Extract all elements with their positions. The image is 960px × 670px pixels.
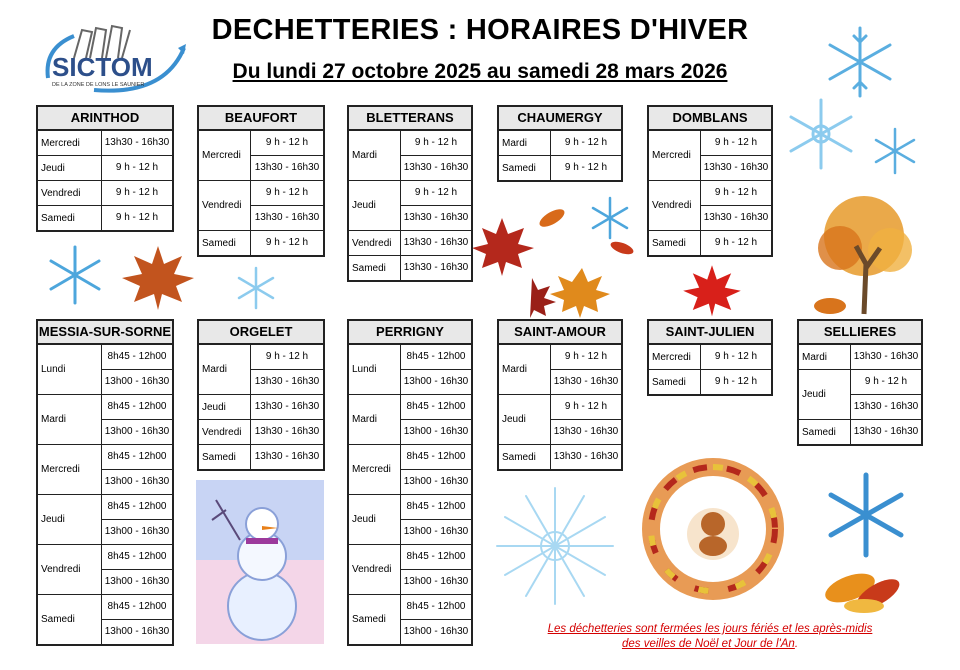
day-label: Mercredi [199,131,251,180]
time-slot: 13h00 - 16h30 [104,426,170,437]
day-label: Jeudi [199,395,251,419]
day-label: Vendredi [38,181,102,205]
day-label: Mardi [499,345,551,394]
table-row [38,545,172,595]
time-slot: 8h45 - 12h00 [401,545,471,570]
day-label: Mercredi [38,131,102,155]
day-label: Samedi [38,595,102,644]
time-slot: 8h45 - 12h00 [401,595,471,620]
day-label: Samedi [199,231,251,255]
day-label: Samedi [499,156,551,180]
time-slot: 13h00 - 16h30 [403,376,469,387]
day-label: Lundi [38,345,102,394]
time-slot: 8h45 - 12h00 [401,495,471,520]
time-slot: 9 h - 12 h [115,162,159,173]
table-row [349,345,471,395]
table-row [349,495,471,545]
day-label: Jeudi [799,370,851,419]
centre-name: ORGELET [199,321,323,345]
time-slot: 9 h - 12 h [251,131,323,156]
table-row [38,181,172,206]
day-label: Mardi [199,345,251,394]
logo-text: SICTOM [52,52,153,82]
centre-name: SELLIERES [799,321,921,345]
table-row [349,595,471,644]
day-label: Mercredi [649,345,701,369]
table-row [349,545,471,595]
time-slot: 13h00 - 16h30 [403,626,469,637]
autumn-leaves-decoration [820,560,906,621]
centre-name: MESSIA-SUR-SORNE [38,321,172,345]
time-slot: 13h00 - 16h30 [104,626,170,637]
time-slot: 13h30 - 16h30 [403,162,469,173]
autumn-leaves-decoration [472,178,672,323]
schedule-table-bletterans [347,105,473,282]
time-slot: 9 h - 12 h [701,131,771,156]
centre-name: BEAUFORT [199,107,323,131]
time-slot: 13h30 - 16h30 [553,426,619,437]
table-row [349,395,471,445]
centre-name: DOMBLANS [649,107,771,131]
table-row [349,445,471,495]
time-slot: 13h00 - 16h30 [403,526,469,537]
time-slot: 9 h - 12 h [551,395,621,420]
closure-note-line-2: des veilles de Noël et Jour de l'An [621,638,795,650]
table-row [499,131,621,156]
snowflake-icon [778,96,864,177]
time-slot: 8h45 - 12h00 [401,395,471,420]
maple-leaf-icon [118,242,198,317]
centre-name: CHAUMERGY [499,107,621,131]
table-row [199,231,323,255]
table-row [799,420,921,444]
schedule-table-sellieres [797,319,923,446]
time-slot: 13h30 - 16h30 [403,262,469,273]
centre-name: ARINTHOD [38,107,172,131]
table-row [349,181,471,231]
day-label: Mardi [349,395,401,444]
day-label: Jeudi [349,495,401,544]
time-slot: 8h45 - 12h00 [401,345,471,370]
table-row [199,345,323,395]
table-row [199,420,323,445]
time-slot: 9 h - 12 h [564,137,608,148]
time-slot: 13h00 - 16h30 [104,376,170,387]
table-row [649,345,771,370]
time-slot: 13h00 - 16h30 [403,426,469,437]
day-label: Jeudi [499,395,551,444]
time-slot: 9 h - 12 h [265,237,309,248]
table-row [649,131,771,181]
table-row [649,370,771,394]
page-subtitle: Du lundi 27 octobre 2025 au samedi 28 mars 2026 [232,60,728,83]
closure-note-line-1: Les déchetteries sont fermées les jours fériés et les après-midis [547,623,873,635]
time-slot: 13h00 - 16h30 [104,476,170,487]
time-slot: 8h45 - 12h00 [102,445,172,470]
snowflake-icon [868,126,922,181]
schedule-table-orgelet [197,319,325,471]
time-slot: 9 h - 12 h [701,181,771,206]
time-slot: 13h30 - 16h30 [703,162,769,173]
day-label: Samedi [349,595,401,644]
time-slot: 13h30 - 16h30 [104,137,170,148]
time-slot: 13h30 - 16h30 [254,212,320,223]
table-row [499,445,621,469]
time-slot: 8h45 - 12h00 [401,445,471,470]
centre-name: PERRIGNY [349,321,471,345]
svg-text:DE LA ZONE DE LONS LE SAUNIER: DE LA ZONE DE LONS LE SAUNIER [52,82,145,88]
table-row [38,595,172,644]
table-row [499,345,621,395]
time-slot: 8h45 - 12h00 [102,345,172,370]
day-label: Vendredi [199,181,251,230]
schedule-table-saint-amour [497,319,623,471]
snowman-illustration [196,480,324,649]
table-row [38,131,172,156]
day-label: Vendredi [38,545,102,594]
time-slot: 9 h - 12 h [551,345,621,370]
time-slot: 13h30 - 16h30 [853,351,919,362]
day-label: Samedi [38,206,102,230]
time-slot: 13h30 - 16h30 [254,376,320,387]
table-row [499,156,621,180]
snowflake-icon [815,22,905,107]
time-slot: 9 h - 12 h [251,345,323,370]
table-row [199,181,323,231]
day-label: Jeudi [38,156,102,180]
table-row [649,231,771,255]
table-row [38,495,172,545]
table-row [38,345,172,395]
table-row [649,181,771,231]
time-slot: 13h30 - 16h30 [553,376,619,387]
time-slot: 13h30 - 16h30 [254,426,320,437]
table-row [349,231,471,256]
time-slot: 9 h - 12 h [851,370,921,395]
day-label: Jeudi [38,495,102,544]
time-slot: 8h45 - 12h00 [102,595,172,620]
time-slot: 8h45 - 12h00 [102,545,172,570]
day-label: Lundi [349,345,401,394]
snowflake-icon [490,484,620,613]
time-slot: 9 h - 12 h [564,162,608,173]
autumn-tree-icon [780,188,920,323]
time-slot: 9 h - 12 h [714,376,758,387]
day-label: Samedi [649,370,701,394]
table-row [799,370,921,420]
time-slot: 13h00 - 16h30 [104,526,170,537]
day-label: Mercredi [649,131,701,180]
schedule-table-saint-julien [647,319,773,396]
time-slot: 13h30 - 16h30 [254,162,320,173]
schedule-table-beaufort [197,105,325,257]
schedule-table-chaumergy [497,105,623,182]
day-label: Mardi [349,131,401,180]
day-label: Vendredi [349,545,401,594]
time-slot: 13h30 - 16h30 [403,237,469,248]
time-slot: 13h30 - 16h30 [553,451,619,462]
table-row [38,206,172,230]
time-slot: 13h30 - 16h30 [853,401,919,412]
day-label: Samedi [199,445,251,469]
time-slot: 9 h - 12 h [251,181,323,206]
table-row [349,256,471,280]
time-slot: 9 h - 12 h [714,351,758,362]
table-row [38,156,172,181]
day-label: Vendredi [199,420,251,444]
table-row [799,345,921,370]
page-title: DECHETTERIES : HORAIRES D'HIVER [211,14,749,46]
schedule-table-perrigny [347,319,473,646]
snowflake-icon [818,472,914,563]
time-slot: 13h00 - 16h30 [403,576,469,587]
time-slot: 13h30 - 16h30 [703,212,769,223]
day-label: Samedi [649,231,701,255]
maple-leaf-icon [680,262,744,323]
day-label: Mardi [38,395,102,444]
time-slot: 9 h - 12 h [401,181,471,206]
day-label: Samedi [349,256,401,280]
day-label: Vendredi [649,181,701,230]
table-row [38,445,172,495]
schedule-table-domblans [647,105,773,257]
schedule-table-messia-sur-sorne [36,319,174,646]
day-label: Vendredi [349,231,401,255]
centre-name: SAINT-AMOUR [499,321,621,345]
time-slot: 13h30 - 16h30 [403,212,469,223]
time-slot: 9 h - 12 h [401,131,471,156]
table-row [499,395,621,445]
schedule-table-arinthod [36,105,174,232]
day-label: Mardi [499,131,551,155]
table-row [349,131,471,181]
time-slot: 8h45 - 12h00 [102,395,172,420]
centre-name: BLETTERANS [349,107,471,131]
centre-name: SAINT-JULIEN [649,321,771,345]
closure-note: Les déchetteries sont fermées les jours fériés et les après-midis des veilles de Noël et Jour de l'An. [500,622,920,652]
time-slot: 13h30 - 16h30 [853,426,919,437]
sictom-logo [34,18,190,100]
table-row [38,395,172,445]
snowflake-icon [40,244,110,311]
day-label: Jeudi [349,181,401,230]
time-slot: 13h00 - 16h30 [403,476,469,487]
time-slot: 13h00 - 16h30 [104,576,170,587]
time-slot: 9 h - 12 h [714,237,758,248]
time-slot: 9 h - 12 h [115,212,159,223]
time-slot: 13h30 - 16h30 [254,451,320,462]
day-label: Mardi [799,345,851,369]
table-row [199,395,323,420]
snowflake-icon [232,266,280,315]
time-slot: 9 h - 12 h [115,187,159,198]
squirrel-wreath-illustration [628,454,798,609]
day-label: Samedi [799,420,851,444]
day-label: Mercredi [349,445,401,494]
day-label: Mercredi [38,445,102,494]
table-row [199,131,323,181]
time-slot: 8h45 - 12h00 [102,495,172,520]
day-label: Samedi [499,445,551,469]
table-row [199,445,323,469]
time-slot: 13h30 - 16h30 [254,401,320,412]
